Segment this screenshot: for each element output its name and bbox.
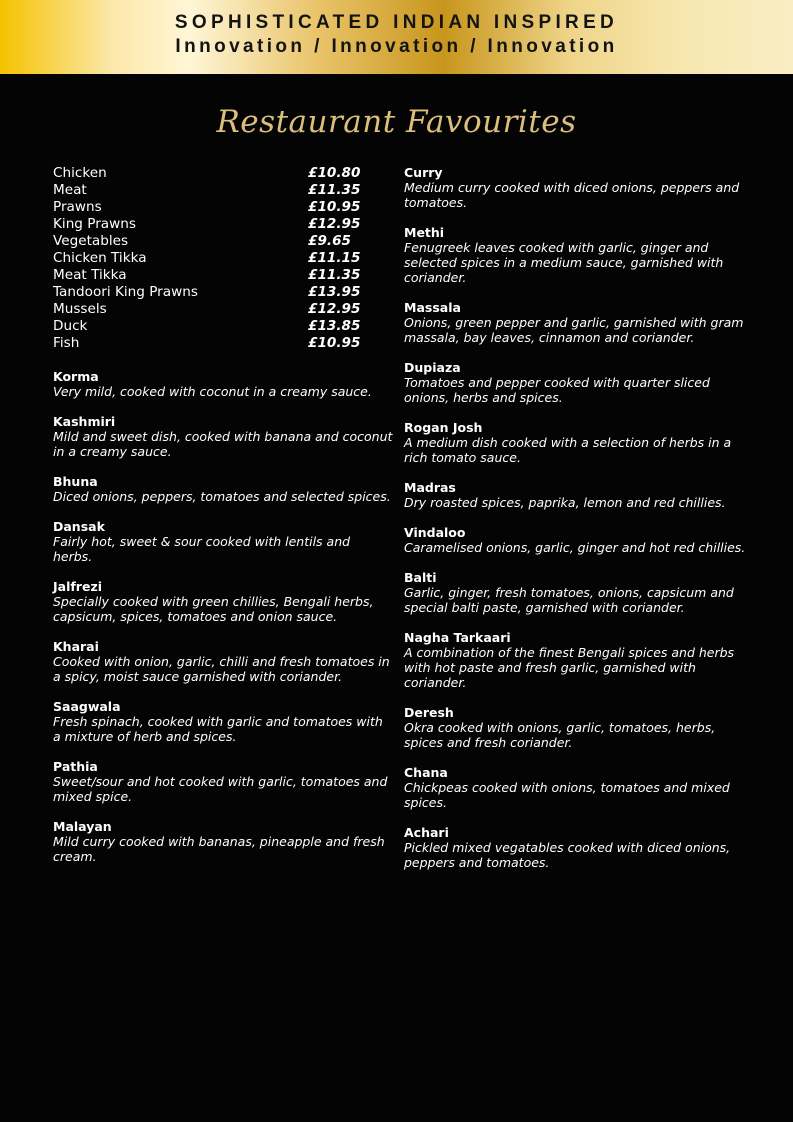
dish-description: Sweet/sour and hot cooked with garlic, tomatoes and mixed spice. <box>53 774 388 804</box>
dish-description: Dry roasted spices, paprika, lemon and red chillies. <box>404 495 726 510</box>
price-item-value: £11.35 <box>308 267 361 283</box>
dish-name: Malayan <box>53 819 112 834</box>
dish-name: Madras <box>404 480 456 495</box>
dish-description: Caramelised onions, garlic, ginger and hot red chillies. <box>404 540 746 555</box>
dish-name: Dupiaza <box>404 360 461 375</box>
dish-description: A medium dish cooked with a selection of herbs in a rich tomato sauce. <box>404 435 732 465</box>
dish-description: Chickpeas cooked with onions, tomatoes and mixed spices. <box>404 780 730 810</box>
dish-name: Curry <box>404 165 443 180</box>
dish-name: Deresh <box>404 705 454 720</box>
price-row <box>53 216 393 233</box>
price-item-value: £12.95 <box>308 301 361 317</box>
dish-item <box>53 579 393 624</box>
price-row <box>53 199 393 216</box>
price-row <box>53 182 393 199</box>
dish-description: Very mild, cooked with coconut in a creamy sauce. <box>53 384 372 399</box>
dish-item <box>404 705 746 750</box>
dish-item <box>53 639 393 684</box>
banner-subtitle: Innovation / Innovation / Innovation <box>175 36 618 57</box>
dish-item <box>404 765 746 810</box>
dish-item <box>404 525 746 555</box>
price-list <box>53 165 393 352</box>
dish-item <box>404 630 746 690</box>
price-item-value: £10.95 <box>308 199 361 215</box>
dish-name: Kashmiri <box>53 414 116 429</box>
price-item-name: Chicken Tikka <box>53 250 147 266</box>
dish-name: Vindaloo <box>404 525 466 540</box>
page-title: Restaurant Favourites <box>216 104 577 140</box>
price-item-name: Meat Tikka <box>53 267 127 283</box>
price-item-value: £9.65 <box>308 233 351 249</box>
price-row <box>53 267 393 284</box>
price-item-name: King Prawns <box>53 216 136 232</box>
dish-item <box>53 369 393 399</box>
price-item-value: £13.95 <box>308 284 361 300</box>
price-item-name: Fish <box>53 335 80 351</box>
header-banner <box>0 0 793 74</box>
price-item-value: £12.95 <box>308 216 361 232</box>
dish-name: Chana <box>404 765 448 780</box>
banner-title: SOPHISTICATED INDIAN INSPIRED <box>174 12 619 33</box>
dish-item <box>404 360 746 405</box>
dish-name: Korma <box>53 369 99 384</box>
price-item-value: £11.15 <box>308 250 361 266</box>
dish-description: Pickled mixed vegatables cooked with diced onions, peppers and tomatoes. <box>404 840 731 870</box>
dish-item <box>404 300 746 345</box>
dish-item <box>404 225 746 285</box>
dish-name: Achari <box>404 825 449 840</box>
dish-description: A combination of the finest Bengali spices and herbs with hot paste and fresh garlic, garnished with coriander. <box>404 645 735 690</box>
dish-item <box>53 699 393 744</box>
dish-item <box>404 570 746 615</box>
dish-description: Medium curry cooked with diced onions, peppers and tomatoes. <box>404 180 740 210</box>
dish-name: Jalfrezi <box>53 579 103 594</box>
dish-name: Dansak <box>53 519 105 534</box>
dish-name: Nagha Tarkaari <box>404 630 511 645</box>
dish-item <box>53 474 393 504</box>
dish-name: Bhuna <box>53 474 98 489</box>
right-column <box>404 165 746 885</box>
dish-description: Fairly hot, sweet & sour cooked with lentils and herbs. <box>53 534 351 564</box>
price-item-name: Duck <box>53 318 88 334</box>
dish-item <box>404 420 746 465</box>
price-item-name: Mussels <box>53 301 107 317</box>
price-item-value: £10.95 <box>308 335 361 351</box>
dish-description: Specially cooked with green chillies, Bengali herbs, capsicum, spices, tomatoes and onion sauce. <box>53 594 374 624</box>
dish-item <box>53 759 393 804</box>
dish-name: Kharai <box>53 639 99 654</box>
dish-name: Saagwala <box>53 699 121 714</box>
dish-description: Onions, green pepper and garlic, garnished with gram massala, bay leaves, cinnamon and coriander. <box>404 315 744 345</box>
price-row <box>53 335 393 352</box>
dish-name: Methi <box>404 225 445 240</box>
dish-description: Fenugreek leaves cooked with garlic, ginger and selected spices in a medium sauce, garnished with coriander. <box>404 240 724 285</box>
dish-description: Cooked with onion, garlic, chilli and fresh tomatoes in a spicy, moist sauce garnished with coriander. <box>53 654 390 684</box>
price-item-name: Meat <box>53 182 87 198</box>
dish-name: Rogan Josh <box>404 420 483 435</box>
price-row <box>53 165 393 182</box>
dish-item <box>53 819 393 864</box>
left-column <box>53 165 393 879</box>
dish-item <box>404 480 746 510</box>
price-item-value: £13.85 <box>308 318 361 334</box>
dish-description: Fresh spinach, cooked with garlic and tomatoes with a mixture of herb and spices. <box>53 714 383 744</box>
price-row <box>53 318 393 335</box>
dish-item <box>404 165 746 210</box>
price-row <box>53 250 393 267</box>
dish-description: Mild curry cooked with bananas, pineapple and fresh cream. <box>53 834 385 864</box>
dish-description: Diced onions, peppers, tomatoes and selected spices. <box>53 489 391 504</box>
price-row <box>53 233 393 250</box>
price-row <box>53 284 393 301</box>
dish-item <box>53 519 393 564</box>
price-item-name: Chicken <box>53 165 107 181</box>
dish-item <box>404 825 746 870</box>
price-item-value: £11.35 <box>308 182 361 198</box>
price-item-value: £10.80 <box>308 165 361 181</box>
dish-item <box>53 414 393 459</box>
dish-name: Massala <box>404 300 461 315</box>
price-row <box>53 301 393 318</box>
dish-description: Mild and sweet dish, cooked with banana and coconut in a creamy sauce. <box>53 429 393 459</box>
price-item-name: Prawns <box>53 199 102 215</box>
dish-name: Balti <box>404 570 437 585</box>
dish-name: Pathia <box>53 759 98 774</box>
price-item-name: Vegetables <box>53 233 129 249</box>
dish-description: Tomatoes and pepper cooked with quarter sliced onions, herbs and spices. <box>404 375 710 405</box>
price-item-name: Tandoori King Prawns <box>53 284 198 300</box>
dish-description: Okra cooked with onions, garlic, tomatoes, herbs, spices and fresh coriander. <box>404 720 716 750</box>
dish-description: Garlic, ginger, fresh tomatoes, onions, capsicum and special balti paste, garnished with coriander. <box>404 585 734 615</box>
